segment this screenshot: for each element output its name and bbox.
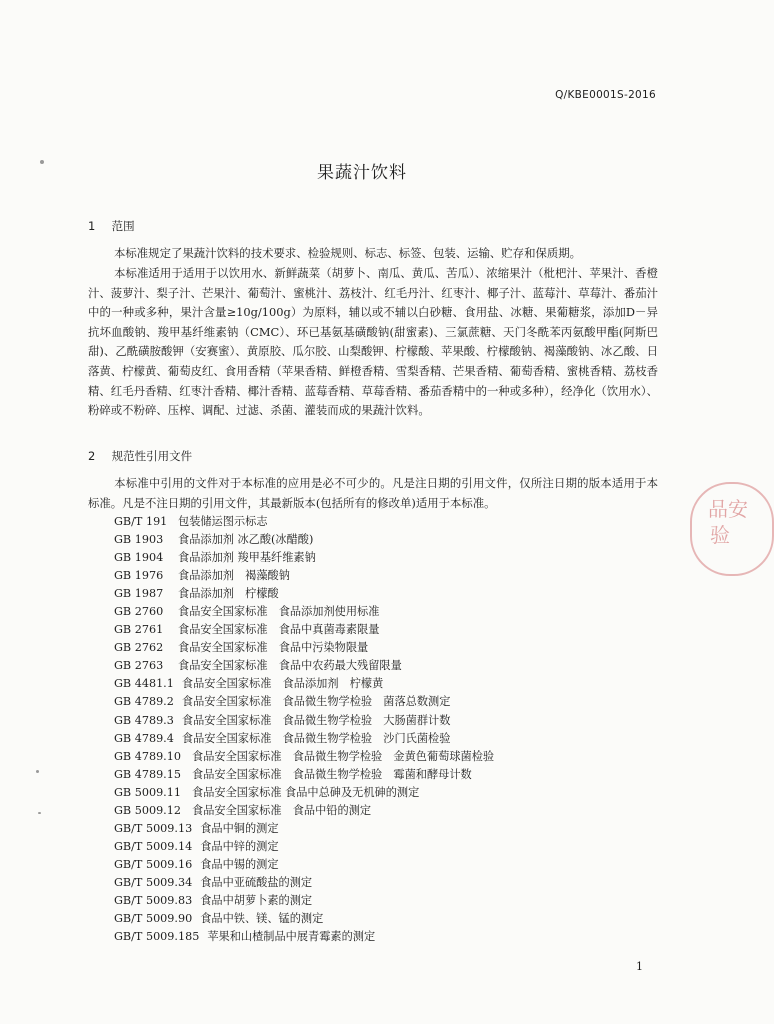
reference-title: 食品安全国家标准 食品添加剂 柠檬黄 [181, 677, 384, 691]
reference-code: GB 1987 [114, 587, 164, 601]
page-number: 1 [636, 960, 643, 973]
reference-title: 食品安全国家标准 食品微生物学检验 大肠菌群计数 [181, 713, 451, 727]
reference-item [114, 892, 634, 910]
reference-code: GB 2761 [114, 623, 164, 637]
paragraph-text: 本标准规定了果蔬汁饮料的技术要求、检验规则、标志、标签、包装、运输、贮存和保质期。 [114, 246, 582, 260]
reference-item [114, 513, 634, 531]
reference-item [114, 784, 634, 802]
reference-item [114, 928, 634, 946]
reference-code: GB/T 5009.83 [114, 893, 193, 907]
reference-code: GB 5009.11 [114, 785, 181, 799]
reference-item [114, 567, 634, 585]
reference-item [114, 820, 634, 838]
reference-item [114, 874, 634, 892]
reference-title: 食品添加剂 冰乙酸(冰醋酸) [178, 533, 314, 547]
reference-code: GB 1904 [114, 551, 164, 565]
reference-code: GB/T 5009.185 [114, 930, 200, 944]
reference-item [114, 712, 634, 730]
reference-title: 食品安全国家标准 食品中铅的测定 [192, 803, 372, 817]
scan-speck [38, 812, 41, 814]
reference-code: GB 4789.2 [114, 695, 174, 709]
reference-code: GB 4481.1 [114, 677, 174, 691]
reference-item [114, 838, 634, 856]
reference-item [114, 910, 634, 928]
reference-title: 食品安全国家标准 食品中污染物限量 [178, 641, 369, 655]
reference-title: 食品安全国家标准 食品中真菌毒素限量 [178, 623, 380, 637]
reference-code: GB 4789.4 [114, 731, 174, 745]
scope-paragraph-1 [88, 244, 658, 264]
reference-item [114, 693, 634, 711]
document-title: 果蔬汁饮料 [317, 163, 407, 183]
reference-item [114, 730, 634, 748]
reference-item [114, 549, 634, 567]
reference-item [114, 531, 634, 549]
reference-title: 食品添加剂 羧甲基纤维素钠 [178, 551, 316, 565]
reference-code: GB 4789.3 [114, 713, 174, 727]
reference-title: 食品安全国家标准 食品微生物学检验 霉菌和酵母计数 [192, 767, 472, 781]
reference-code: GB 4789.10 [114, 749, 181, 763]
reference-code: GB/T 191 [114, 515, 168, 528]
reference-title: 食品中铜的测定 [200, 821, 279, 835]
official-seal-stamp [690, 482, 750, 572]
section-number: 2 [88, 449, 96, 463]
document-code: Q/KBE0001S-2016 [555, 89, 656, 101]
reference-title: 食品中胡萝卜素的测定 [200, 893, 313, 907]
reference-code: GB 1976 [114, 569, 164, 583]
scan-speck [36, 770, 39, 773]
seal-text: 验 [710, 523, 730, 547]
reference-title: 食品安全国家标准 食品中农药最大残留限量 [178, 659, 402, 673]
section-title: 范围 [111, 219, 135, 233]
reference-item [114, 585, 634, 603]
reference-code: GB/T 5009.14 [114, 839, 193, 853]
reference-code: GB 5009.12 [114, 803, 181, 817]
reference-title: 食品中亚硫酸盐的测定 [200, 875, 313, 889]
section-number: 1 [88, 219, 96, 233]
reference-code: GB 1903 [114, 533, 164, 547]
reference-code: GB/T 5009.90 [114, 912, 193, 926]
reference-title: 食品安全国家标准 食品微生物学检验 菌落总数测定 [181, 695, 451, 709]
reference-code: GB 2763 [114, 659, 164, 673]
reference-item [114, 802, 634, 820]
reference-item [114, 621, 634, 639]
reference-item [114, 657, 634, 675]
section-title: 规范性引用文件 [111, 449, 193, 463]
reference-title: 食品添加剂 柠檬酸 [178, 587, 279, 601]
reference-item [114, 675, 634, 693]
scope-paragraph-2 [88, 264, 658, 421]
reference-code: GB 4789.15 [114, 767, 181, 781]
reference-title: 食品中锡的测定 [200, 857, 279, 871]
reference-code: GB 2762 [114, 641, 164, 655]
paragraph-text: 本标准中引用的文件对于本标准的应用是必不可少的。凡是注日期的引用文件，仅所注日期的版本适用于本标准。凡是不注日期的引用文件，其最新版本(包括所有的修改单)适用于本标准。 [88, 476, 658, 510]
reference-title: 食品中锌的测定 [200, 839, 279, 853]
paragraph-text: 本标准适用于适用于以饮用水、新鲜蔬菜（胡萝卜、南瓜、黄瓜、苦瓜）、浓缩果汁（枇杷汁、苹果汁、香橙汁、菠萝汁、梨子汁、芒果汁、葡萄汁、蜜桃汁、荔枝汁、红毛丹汁、红枣汁、椰子汁、蓝莓汁、草莓汁、番茄汁中的一种或多种，果汁含量≥10g/100g）为原料，辅以或不辅以白砂糖、食用盐、冰糖、果葡糖浆，添加D－异抗坏血酸钠、羧甲基纤维素钠（CMC）、环已基氨基磺酸钠(甜蜜素)、三氯蔗糖、天门冬酰苯丙氨酸甲酯(阿斯巴甜)、乙酰磺胺酸钾（安赛蜜）、黄原胶、瓜尔胶、山梨酸钾、柠檬酸、苹果酸、柠檬酸钠、褐藻酸钠、冰乙酸、日落黄、柠檬黄、葡萄皮红、食用香精（苹果香精、鲜橙香精、雪梨香精、芒果香精、葡萄香精、蜜桃香精、荔枝香精、红毛丹香精、红枣汁香精、椰汁香精、蓝莓香精、草莓香精、番茄香精中的一种或多种），经净化（饮用水）、粉碎或不粉碎、压榨、调配、过滤、杀菌、灌装而成的果蔬汁饮料。 [88, 266, 658, 418]
reference-title: 食品安全国家标准 食品微生物学检验 沙门氏菌检验 [181, 731, 451, 745]
reference-code: GB/T 5009.34 [114, 875, 193, 889]
reference-title: 食品安全国家标准 食品中总砷及无机砷的测定 [192, 785, 420, 799]
reference-title: 苹果和山楂制品中展青霉素的测定 [207, 930, 376, 944]
reference-code: GB/T 5009.16 [114, 857, 193, 871]
reference-title: 包装储运图示标志 [178, 515, 268, 528]
reference-list [114, 513, 634, 946]
reference-item [114, 639, 634, 657]
reference-item [114, 856, 634, 874]
seal-text: 品安 [708, 497, 748, 521]
reference-code: GB/T 5009.13 [114, 821, 193, 835]
scan-speck [40, 160, 44, 164]
section-heading-normative-references [88, 448, 192, 464]
reference-title: 食品安全国家标准 食品添加剂使用标准 [178, 605, 380, 619]
reference-code: GB 2760 [114, 605, 164, 619]
references-intro-paragraph [88, 474, 658, 513]
reference-item [114, 766, 634, 784]
reference-title: 食品添加剂 褐藻酸钠 [178, 569, 290, 583]
reference-title: 食品中铁、镁、锰的测定 [200, 912, 324, 926]
reference-title: 食品安全国家标准 食品微生物学检验 金黄色葡萄球菌检验 [192, 749, 495, 763]
reference-item [114, 748, 634, 766]
reference-item [114, 603, 634, 621]
section-heading-scope [88, 218, 135, 234]
